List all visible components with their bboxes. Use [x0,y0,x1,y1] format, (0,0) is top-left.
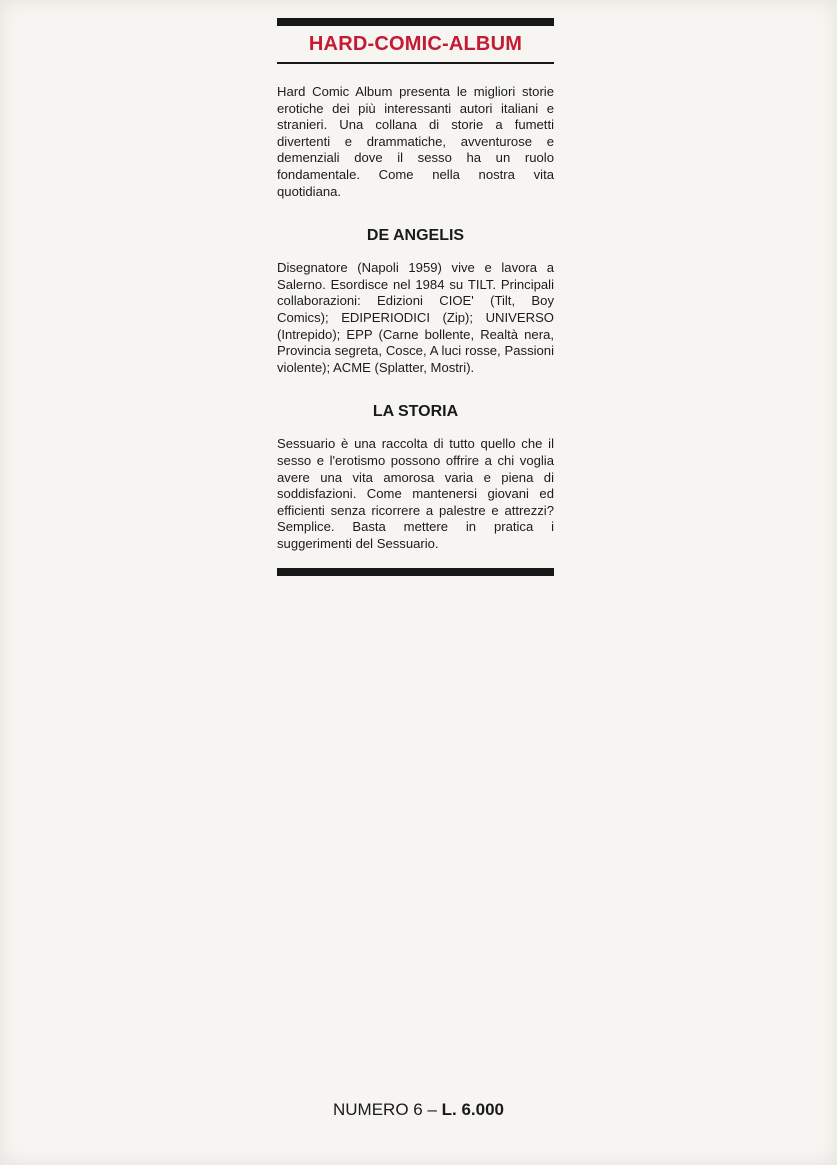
author-bio-paragraph: Disegnatore (Napoli 1959) vive e lavora a Salerno. Esordisce nel 1984 su TILT. Principali collaborazioni: Edizioni CIOE' (Tilt, Boy Comics); EDIPERIODICI (Zip); UNIVERSO (Intrepido); EPP (Carne bollente, Realtà nera, Provincia segreta, Cosce, A luci rosse, Passioni violente); ACME (Splatter, Mostri). [277,260,554,375]
story-heading: LA STORIA [372,403,459,421]
story-paragraph: Sessuario è una raccolta di tutto quello che il sesso e l'erotismo possono offrire a chi voglia avere una vita amorosa varia e piena di soddisfazioni. Come mantenersi giovani ed efficienti senza ricorrere a palestre e attrezzi? Semplice. Basta mettere in pratica i suggerimenti del Sessuario. [277,436,554,551]
price-amount: L. 6.000 [441,1100,505,1119]
bottom-thick-rule [277,568,554,576]
issue-number: NUMERO 6 – [332,1100,437,1119]
intro-paragraph: Hard Comic Album presenta le migliori storie erotiche dei più interessanti autori italiani e stranieri. Una collana di storie a fumetti divertenti e drammatiche, avventurose e demenziali dove il sesso ha un ruolo fondamentale. Come nella nostra vita quotidiana. [277,84,554,199]
issue-price-line [0,1099,837,1121]
series-title: HARD-COMIC-ALBUM [308,33,523,55]
back-cover-text-column [277,18,554,576]
author-heading: DE ANGELIS [366,227,465,245]
top-thick-rule [277,18,554,26]
title-underline-rule [277,62,554,64]
